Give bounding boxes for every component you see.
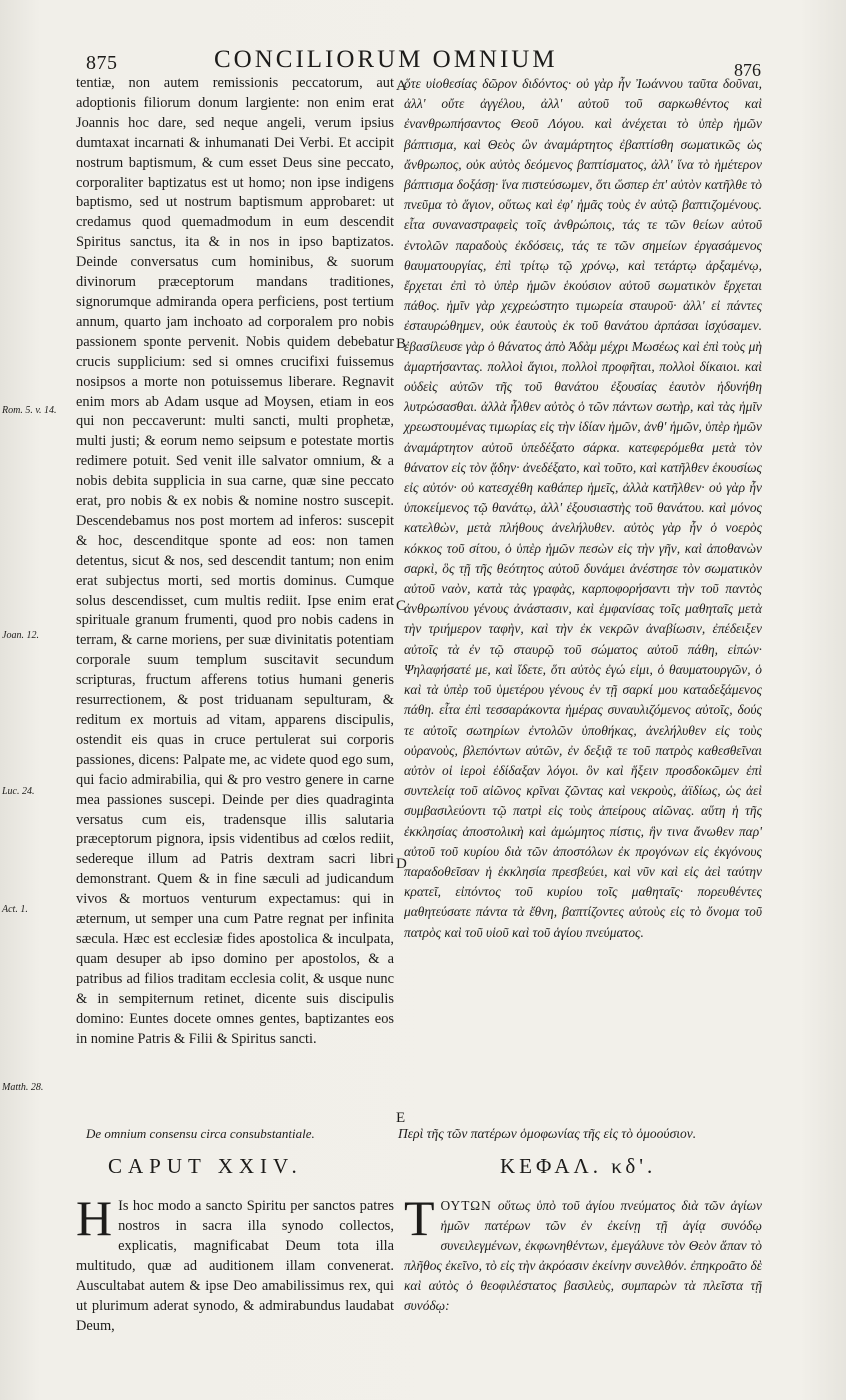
margin-note: Joan. 12.: [2, 630, 39, 641]
section-letter: E: [396, 1110, 406, 1126]
greek-text: ὅτε υἱοθεσίας δῶρον διδόντος· οὐ γὰρ ἦν Ἰωάννου ταῦτα δοῦναι, ἀλλ' οὔτε ἀγγέλου, ἀλλ' αὐτοῦ τοῦ σαρκωθέντος καὶ ἐνανθρωπήσαντος Θεοῦ Λόγου. καὶ ἀνέχεται τὸ ὑπὲρ ἡμῶν βάπτισμα, καὶ Θεὸς ὢν ἀναμάρτητος ἐβαπτίσθη σωματικῶς ὡς ἄνθρωπος, οὐκ αὐτὸς δεόμενος βαπτίσματος, ἀλλ' ἵνα τὸ ἡμέτερον βάπτισμα δοξάσῃ· ἵνα πιστεύσωμεν, ὅτι ὥσπερ ἐπ' αὐτὸν κατῆλθε τὸ πνεῦμα τὸ ἅγιον, οὕτως καὶ ἐφ' ἡμᾶς τοὺς ἐν αὐτῷ βαπτιζομένους. εἶτα συναναστραφεὶς τοῖς ἀνθρώποις, τάς τε τῶν θείων αὐτοῦ ἐντολῶν παραδοὺς ἐκδόσεις, τάς τε τῶν σημείων ἐργασάμενος θαυματουργίας, ἐπὶ τρίτῳ τῷ χρόνῳ, καὶ τετάρτῳ ἀρξαμένῳ, ἔρχεται ἐπὶ τὸ ὑπὲρ ἡμῶν ἑκούσιον αὐτοῦ σωματικὸν ἔρχεται πάθος. ἡμῖν γὰρ χεχρεώστητο τιμωρεία σταυροῦ· ἀλλ' εἰ πάντες ἐσταυρώθημεν, οὐκ ἑαυτοὺς ἐκ τοῦ θανάτου ἁρπάσαι ἰσχύσαμεν. ἐβασίλευσε γὰρ ὁ θάνατος ἀπὸ Ἀδὰμ μέχρι Μωσέως καὶ ἐπὶ τοὺς μὴ ἁμαρτήσαντας. πολλοὶ ἅγιοι, πολλοὶ προφῆται, πολλοὶ δίκαιοι. καὶ οὐδεὶς αὐτῶν τῆς τοῦ θανάτου ἐξουσίας ἑαυτὸν ἠδυνήθη λυτρώσασθαι. ἀλλὰ ἦλθεν αὐτὸς ὁ τῶν πάντων σωτὴρ, καὶ τὰς ἡμῖν χρεωστουμένας τιμωρίας εἰς τὴν ἰδίαν ἡμῶν, ἀνθ' ἡμῶν, ὑπὲρ ἡμῶν ἀναμάρτητον αὐτοῦ ὑπεδέξατο σάρκα. κατεφερόμεθα μετὰ τὸν θάνατον εἰς τὸν ᾅδην· ἀνεδέξατο, καὶ τοῦτο, καὶ κατῆλθεν ἑκουσίως εἰς αὐτόν· οὐ κατεσχέθη καθάπερ ἡμεῖς, ἀλλὰ κατῆλθεν· οὐ γὰρ ἦν ὑποκείμενος τῷ θανάτῳ, ἀλλ' ἐξουσιαστὴς τοῦ θανάτου. καὶ μόνος κατελθὼν, μετὰ πλήθους ἀνελήλυθεν. αὐτὸς γὰρ ἦν ὁ νοερὸς κόκκος τοῦ σίτου, ὁ ὑπὲρ ἡμῶν πεσὼν εἰς τὴν γῆν, καὶ ἀποθανὼν σαρκὶ, ὃς τῇ τῆς θεότητος αὐτοῦ δυνάμει ἀνέστησε τὸν σωματικὸν αὐτοῦ ναὸν, κατὰ τὰς γραφὰς, καρποφορήσαντι τὴν τοῦ παντὸς ἀνθρωπίνου γένους ἀνάστασιν, καὶ ἐμφανίσας τοῖς μαθηταῖς μετὰ τὴν τριήμερον ταφὴν, καὶ τὴν ἐκ νεκρῶν ἀναβίωσιν, ἐπέδειξεν αὐτοῖς τὰ ἐν τῷ σταυρῷ τοῦ σώματος αὐτοῦ πάθη, εἰπών· Ψηλαφήσατέ με, καὶ ἴδετε, ὅτι αὐτὸς ἐγώ εἰμι, ὁ θαυματουργῶν, ὁ καὶ τὰ ὑπὲρ τοῦ ὑμετέρου γένους ἐν τῇ σαρκί μου καταδεξάμενος πάθη. εἶτα ἐπὶ τεσσαράκοντα ἡμέρας συναυλιζόμενος αὐτοῖς, δούς τε αὐτοῖς σωτηρίων ἐντολῶν ὑποθήκας, ἀνελήλυθεν εἰς τοὺς οὐρανοὺς, βλεπόντων αὐτῶν, ἐν δεξιᾷ τε τοῦ πατρὸς καθεσθεῖναι αὐτὸν οἱ ἱεροὶ ἐδίδαξαν λόγοι. ὃν καὶ ἥξειν προσδοκῶμεν ἐπὶ συντελείᾳ τοῦ αἰῶνος κρῖναι ζῶντας καὶ νεκροὺς, ἀϊδίως, ὡς ἀεὶ συμβασιλεύοντι τῷ πατρὶ εἰς τοὺς ἀπείρους αἰῶνας. αὕτη ἡ τῆς ἐκκλησίας ἀποστολικὴ καὶ ἀμώμητος πίστις, ἣν τινα ἄνωθεν παρ' αὐτοῦ τοῦ κυρίου διὰ τῶν ἀποστόλων ἐκ προγόνων εἰς ἐκγόνους παραδοθεῖσαν ἡ ἐκκλησία πρεσβεύει, καὶ νῦν καὶ εἰς ἀεὶ ταύτην κρατεῖ, εἰπόντος τοῦ κυρίου τοῖς μαθηταῖς· πορευθέντες μαθητεύσατε πάντα τὰ ἔθνη, βαπτίζοντες αὐτοὺς εἰς τὸ ὄνομα τοῦ πατρὸς καὶ τοῦ υἱοῦ καὶ τοῦ ἁγίου πνεύματος.: [404, 76, 762, 940]
section-letter: A: [396, 78, 407, 94]
margin-note: Matth. 28.: [2, 1082, 44, 1093]
latin-chapter-body: [76, 1190, 394, 1336]
right-page-number: 876: [734, 60, 761, 80]
greek-dropcap: T: [404, 1190, 435, 1246]
greek-chapter-lead: ΟΥΤΩΝ: [440, 1198, 492, 1213]
margin-note: Act. 1.: [2, 904, 28, 915]
section-letter: C: [396, 598, 407, 614]
latin-dropcap: H: [76, 1190, 113, 1246]
latin-chapter-title: CAPUT XXIV.: [108, 1154, 303, 1178]
greek-chapter-title: ΚΕΦΑΛ. κδ'.: [500, 1154, 657, 1178]
page-title: CONCILIORUM OMNIUM: [214, 46, 558, 73]
margin-note: Rom. 5. v. 14.: [2, 405, 57, 416]
greek-column: [404, 74, 762, 943]
section-letter: D: [396, 856, 407, 872]
section-letter: B: [396, 336, 407, 352]
latin-subheading: De omnium consensu circa consubstantiale.: [86, 1126, 315, 1141]
latin-chapter-text: Is hoc modo a sancto Spiritu per sanctos patres nostros in sacra illa synodo collectos, explicatis, magnificabat Deum tota illa multitudo, quæ ad auditionem illam convenerat. Auscultabat autem & ipse Deo amabilissimus rex, qui ut plurimum aderat synodo, & admirabundus laudabat Deum,: [76, 1198, 394, 1334]
greek-chapter-text: οὕτως ὑπὸ τοῦ ἁγίου πνεύματος διὰ τῶν ἁγίων ἡμῶν πατέρων τῶν ἐν ἐκείνῃ τῇ ἁγίᾳ συνόδῳ συνειλεγμένων, ἐκφωνηθέντων, ἐμεγάλυνε τὸν Θεὸν ἅπαν τὸ πλῆθος ἐκεῖνο, τὸ εἰς τὴν ἀκρόασιν ἐκείνην συνελθόν. ἐπηκροᾶτο δὲ καὶ αὐτὸς ὁ θεοφιλέστατος βασιλεὺς, συμπαρὼν τὰ πλεῖστα τῇ συνόδῳ:: [404, 1198, 762, 1313]
margin-note: Luc. 24.: [2, 786, 35, 797]
greek-subheading: Περὶ τῆς τῶν πατέρων ὁμοφωνίας τῆς εἰς τὸ ὁμοούσιον.: [398, 1126, 697, 1141]
latin-text: tentiæ, non autem remissionis peccatorum, aut adoptionis filiorum donum largiente: non enim erat Joannis hoc dare, sed neque angeli, verum ipsius dumtaxat incarnati & inhumanati Dei Verbi. Et accipit nostrum baptismum, & cum esset Deus sine peccato, corporaliter baptizatus est ut homo; non ipse indigens baptismo, sed ut nostrum baptismum approbaret: ut credamus quod quemadmodum in eum descendit Spiritus sanctus, ita & in nos in ipso baptizatos. Deinde conversatus cum hominibus, & suorum divinorum præceptorum mandans traditiones, signorumque admiranda opera perficiens, post tertium annum, quarto jam inchoato ad corporalem pro nobis passionem sponte pervenit. Nobis quidem debebatur crucis supplicium: sed si omnes crucifixi fuissemus nosipsos a morte non potuissemus liberare. Regnavit enim mors ab Adam usque ad Moysen, etiam in eos qui non peccaverunt: multi sancti, multi prophetæ, multi justi; & eorum nemo seipsum e potestate mortis redimere potuit. Sed venit ille salvator omnium, & a nobis debita supplicia in sua carne, quæ sine peccato erat, pro nobis & ex nobis & nomine nostro suscepit. Descendebamus nos post mortem ad inferos: suscepit & hoc, descenditque sponte ad eos: non tamen detentus, sicut & nos, sed descendit tantum; non enim erat subjectus morti, sed mortis dominus. Cumque solus descendisset, cum multis rediit. Ipse enim erat spirituale granum frumenti, quod pro nobis cadens in terram, & carne moriens, per suæ divinitatis potentiam corporale suum templum suscitavit secundum scripturas, fructum afferens totius humani generis resurrectionem, & post triduanam sepulturam, & reditum ex mortuis ad vitam, apparens discipulis, ostendit eis quas in cruce pertulerat sui corporis passiones, dicens: Palpate me, ac videte quod ego sum, qui facio admirabilia, qui & pro vestro genere in carne mea passiones suscepi. Deinde per dies quadraginta versatus cum eis, tradensque illis salutaria præceptorum pignora, ipsis videntibus ad cœlos rediit, sedereque illum ad Patris dextram sacri libri demonstrant. Quem & in fine sæculi ad judicandum vivos & mortuos venturum expectamus: qui in æternum, ut semper una cum Patre regnat per infinita sæcula. Hæc est ecclesiæ fides apostolica & inculpata, quam desuper ab ipso domino per apostolos, & a patribus ad filios traditam ecclesia colit, & usque nunc & in sempiternum retinet, dicente suis discipulis domino: Euntes docete omnes gentes, baptizantes eos in nomine Patris & Filii & Spiritus sancti.: [76, 75, 394, 1047]
greek-chapter-body: [404, 1190, 762, 1316]
left-page-number: 875: [86, 52, 118, 74]
latin-column: [76, 74, 394, 1049]
